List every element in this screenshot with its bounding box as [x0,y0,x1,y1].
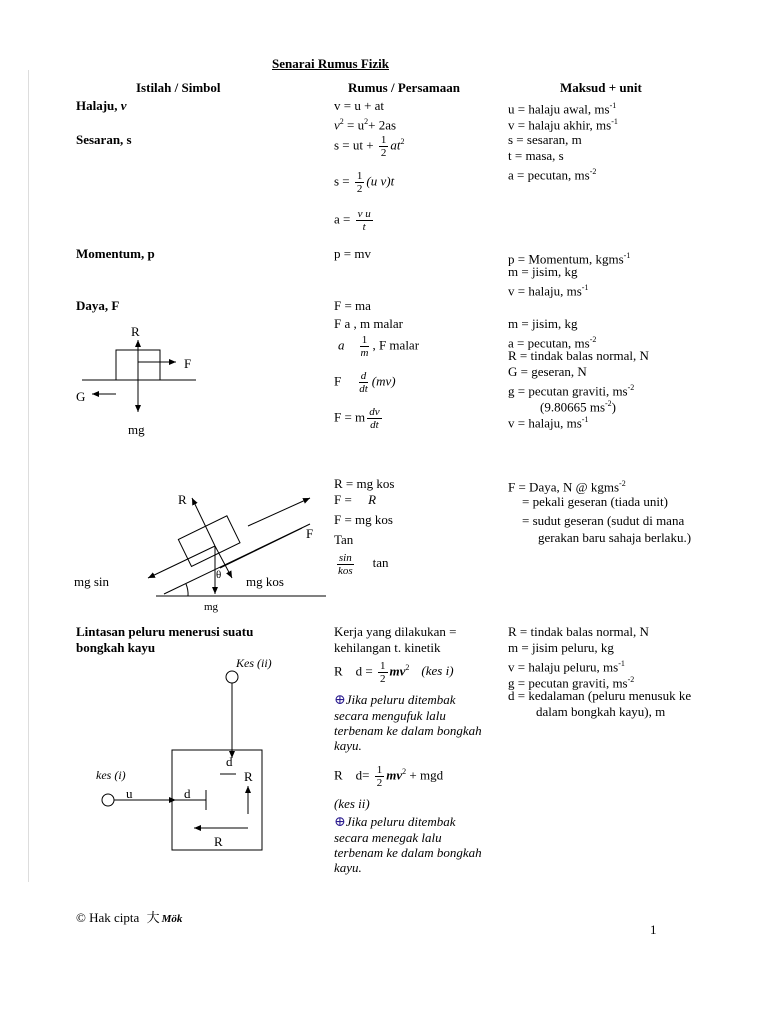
term-peluru-2: bongkah kayu [76,640,156,655]
meaning-halaju-2: v = halaju akhir, $ms^{-1}$ [508,117,618,133]
meaning-daya-7: v = halaju, $ms^{-1}$ [508,415,589,431]
meaning-daya-3: R = tindak balas normal, N [508,348,649,363]
header-meaning: Maksud + unit [560,80,642,95]
term-sesaran: Sesaran, s [76,132,132,147]
term-peluru-1: Lintasan peluru menerusi suatu [76,624,254,639]
crosshair-circle-icon: ⊕ [334,693,346,708]
meaning-daya-1: m = jisim, kg [508,316,578,331]
term-halaju: Halaju, v [76,98,127,113]
force-box-diagram [70,318,210,438]
meaning-momentum-2: m = jisim, kg [508,264,578,279]
diagram-label-R-horizontal: R [214,834,223,849]
meaning-slope-4: gerakan baru sahaja berlaku.) [538,530,692,545]
diagram-label-d-vertical: d [226,754,233,769]
formula-slope-1: R = mg kos [334,476,395,491]
bullet-block-diagram [96,664,276,854]
meaning-momentum-3: v = halaju, $ms^{-1}$ [508,283,589,299]
slope-label-mgsin: mg sin [74,574,110,589]
meaning-peluru-1: R = tindak balas normal, N [508,624,649,639]
formula-daya-5: F = m $\frac{dv}{dt}$ [334,406,380,431]
formula-peluru-5: (kes ii) [334,796,370,811]
diagram-label-mg: mg [128,422,145,437]
meaning-peluru-4: g = pecutan graviti, $ms^{-2}$ [508,675,635,691]
formula-halaju-1: v = u + at [334,98,385,113]
meaning-daya-6: (9.80665 $ms^{-2}$) [540,399,617,415]
meaning-peluru-6: dalam bongkah kayu), m [536,704,666,719]
meaning-sesaran-3: a = pecutan, $ms^{-2}$ [508,167,597,183]
diagram-label-R: R [131,324,140,339]
note-peluru-1: ⊕Jika peluru ditembak secara mengufuk lalu terbenam ke dalam bongkah kayu. [334,692,482,753]
diagram-label-R-vertical: R [244,769,253,784]
meaning-halaju-1: u = halaju awal, $ms^{-1}$ [508,101,617,117]
formula-peluru-4: R d= $\frac{1}{2}$ $mv^2$ + mgd [334,764,444,789]
diagram-label-G: G [76,389,86,404]
crosshair-circle-icon: ⊕ [334,815,346,830]
meaning-peluru-3: v = halaju peluru, $ms^{-1}$ [508,659,625,675]
term-momentum: Momentum, p [76,246,155,261]
formula-slope-3: F = mg kos [334,512,393,527]
formula-halaju-2: $v^2 = u^2+ 2as$ [334,117,397,133]
meaning-daya-4: G = geseran, N [508,364,587,379]
formula-sesaran-1: s = ut + $\frac{1}{2}$ $at^2$ [334,134,405,159]
left-margin-line [28,70,29,882]
slope-label-theta: θ [216,569,222,581]
meaning-sesaran-1: s = sesaran, m [508,132,582,147]
footer-copyright: © Hak cipta 大 Mök [76,910,183,926]
diagram-label-u: u [126,786,133,801]
formula-sesaran-3: a = $\frac{\text{v u}}{t}$ [334,208,371,233]
meaning-slope-2: = pekali geseran (tiada unit) [522,494,668,509]
formula-momentum: p = mv [334,246,371,261]
meaning-slope-1: F = Daya, N @ kgms$^{-2}$ [508,479,626,495]
formula-daya-1: F = ma [334,298,371,313]
slope-label-mgkos: mg kos [246,574,284,589]
meaning-peluru-2: m = jisim peluru, kg [508,640,614,655]
formula-slope-2: F = R [334,492,377,507]
diagram-label-kes2: Kes (ii) [236,656,272,670]
meaning-slope-3: = sudut geseran (sudut di mana [522,513,685,528]
term-daya: Daya, F [76,298,120,313]
meaning-peluru-5: d = kedalaman (peluru menusuk ke [508,688,692,703]
inclined-plane-diagram [140,486,330,606]
formula-peluru-3: R d = $\frac{1}{2}$ $mv^2$ (kes i) [334,660,454,685]
formula-daya-3: a $\frac{1}{m}$ , F malar [338,334,420,359]
page-number: 1 [650,922,657,937]
meaning-momentum-1: p = Momentum, kgms$^{-1}$ [508,251,631,267]
diagram-label-F: F [184,356,192,371]
header-formula: Rumus / Persamaan [348,80,460,95]
slope-label-mg: mg [204,601,219,613]
header-term: Istilah / Simbol [136,80,221,95]
formula-peluru-1: Kerja yang dilakukan = [334,624,457,639]
page-title: Senarai Rumus Fizik [272,56,390,71]
meaning-daya-5: g = pecutan graviti, $ms^{-2}$ [508,383,635,399]
slope-label-F: F [306,526,314,541]
diagram-label-d-horizontal: d [184,786,191,801]
diagram-label-kes1: kes (i) [96,768,126,782]
formula-slope-4: Tan [334,532,354,547]
meaning-daya-2: a = pecutan, $ms^{-2}$ [508,335,597,351]
note-peluru-2: ⊕Jika peluru ditembak secara menegak lalu terbenam ke dalam bongkah kayu. [334,814,482,875]
slope-label-R: R [178,492,187,507]
formula-daya-2: F a , m malar [334,316,403,331]
meaning-sesaran-2: t = masa, s [508,148,564,163]
formula-slope-5: $\frac{\sin}{\text{kos}}$ tan [338,552,389,577]
formula-daya-4: F $\frac{d}{dt}$ (mv) [334,370,396,395]
formula-sesaran-2: s = $\frac{1}{2}$ (u v)t [334,170,395,195]
formula-peluru-2: kehilangan t. kinetik [334,640,441,655]
